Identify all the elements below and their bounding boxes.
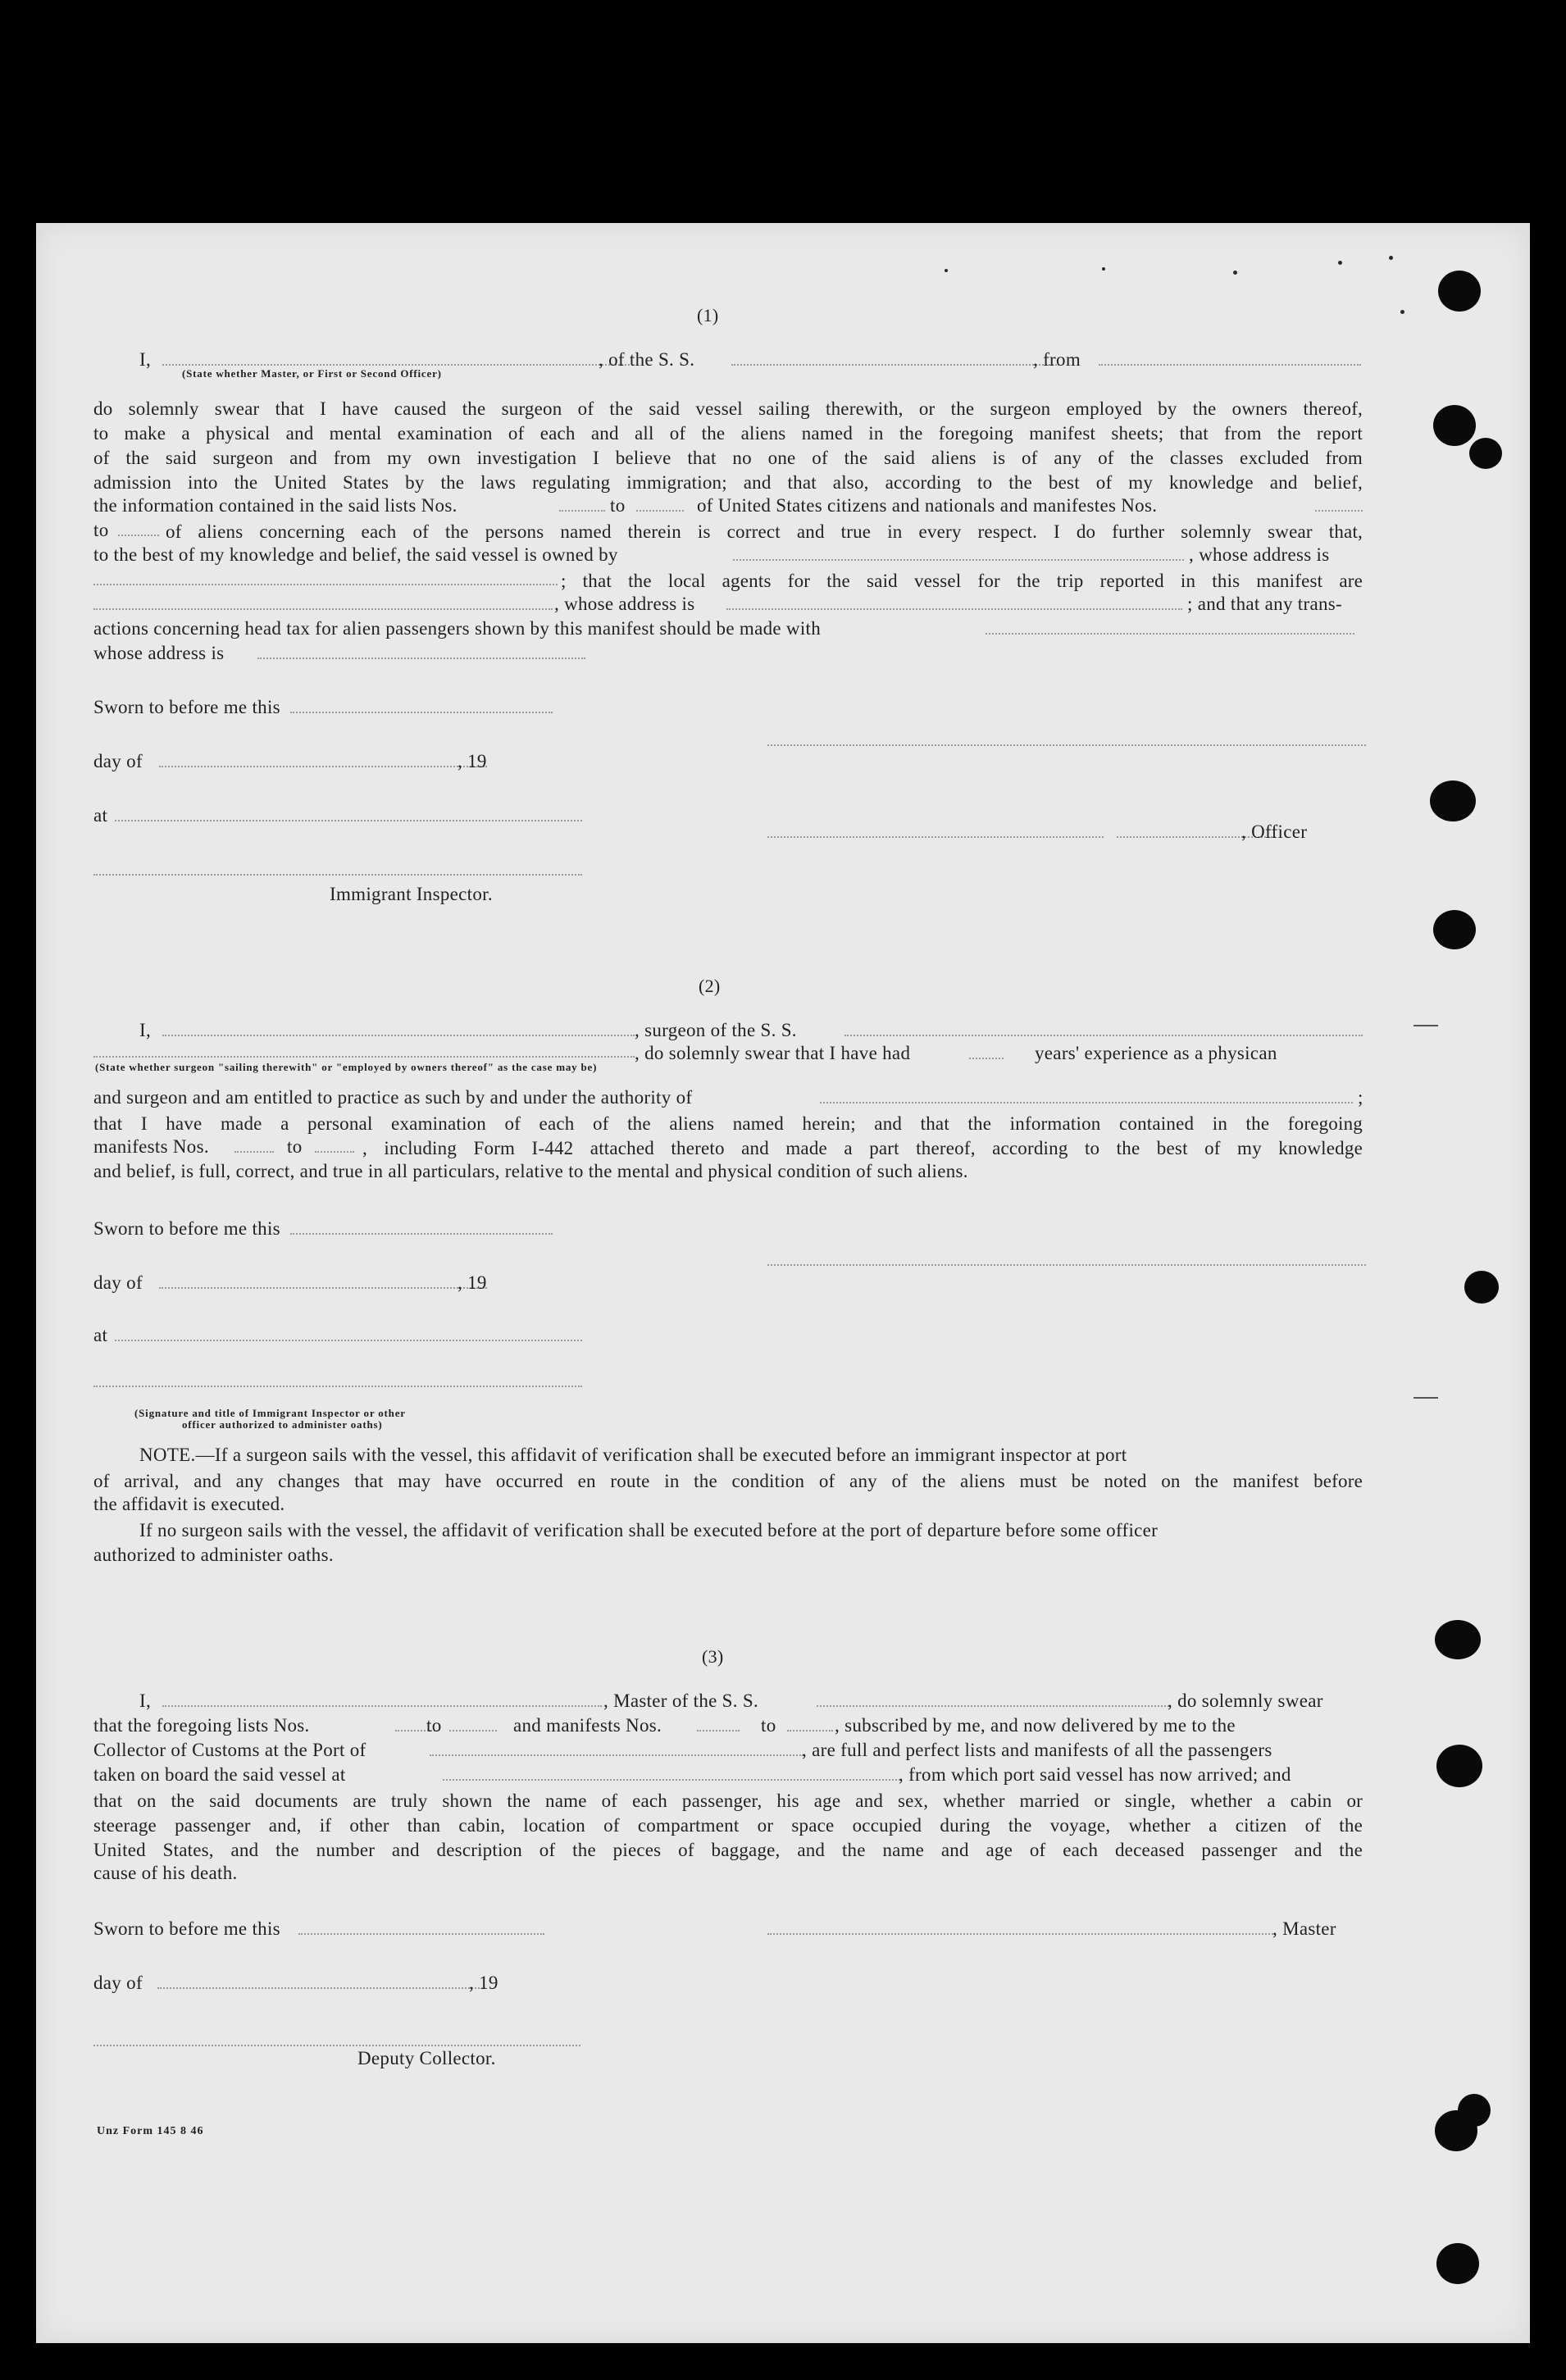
speck xyxy=(945,269,948,272)
note-line-4: If no surgeon sails with the vessel, the affidavit of verification shall be executed before at the port of departure before some officer xyxy=(139,1520,1159,1540)
master-name-blank[interactable] xyxy=(162,1705,602,1707)
manifest-affidavit-page xyxy=(36,223,1530,2343)
officer-name-blank[interactable] xyxy=(162,364,630,366)
s3-line-8: cause of his death. xyxy=(93,1863,238,1883)
binder-hole xyxy=(1436,1745,1482,1787)
s3-line-5: that on the said documents are truly shown the name of each passenger, his age and sex, whether married or single, whether a cabin or xyxy=(93,1791,1363,1811)
surgeon-name-blank[interactable] xyxy=(162,1035,635,1036)
s1-from: , from xyxy=(1033,349,1081,370)
from-port-blank[interactable] xyxy=(1099,364,1361,366)
s2-place-blank[interactable] xyxy=(115,1340,582,1341)
note-line-3: the affidavit is executed. xyxy=(93,1494,285,1514)
s1-inspector: Immigrant Inspector. xyxy=(330,884,493,904)
s1-line-4: admission into the United States by the laws regulating immigration; and that also, according to the best of my knowledge and belief, xyxy=(93,472,1363,493)
s1-line-10: actions concerning head tax for alien passengers shown by this manifest should be made with xyxy=(93,618,822,639)
s3-manifests-from-blank[interactable] xyxy=(697,1730,740,1732)
s3-manifests-to-blank[interactable] xyxy=(787,1730,833,1732)
speck xyxy=(1389,256,1393,260)
s1-line-3: of the said surgeon and from my own investigation I believe that no one of the said aliens is of any of the classes excluded from xyxy=(93,448,1363,468)
binder-hole xyxy=(1430,780,1476,821)
owner-address-blank[interactable] xyxy=(93,584,558,585)
s2-line-2b: years' experience as a physican xyxy=(1035,1043,1277,1063)
s3-line-4b: , from which port said vessel has now arrived; and xyxy=(899,1764,1291,1785)
s1-line-11: whose address is xyxy=(93,643,225,663)
s3-deputy: Deputy Collector. xyxy=(357,2048,496,2068)
binder-hole xyxy=(1433,405,1476,446)
binder-hole xyxy=(1433,910,1476,949)
s3-line-2e: , subscribed by me, and now delivered by me to the xyxy=(835,1715,1236,1736)
s2-line-2a: , do solemnly swear that I have had xyxy=(635,1043,911,1063)
s3-year: , 19 xyxy=(469,1973,498,1993)
s3-line-2c: and manifests Nos. xyxy=(513,1715,662,1736)
s3-line-7: United States, and the number and description of the pieces of baggage, and the name and age of each deceased passenger and the xyxy=(93,1840,1363,1860)
owner-blank[interactable] xyxy=(733,559,1184,561)
departure-port-blank[interactable] xyxy=(443,1779,900,1781)
s3-vessel-blank[interactable] xyxy=(817,1705,1169,1707)
edge-mark xyxy=(1413,1025,1438,1026)
s2-manifests-to-blank[interactable] xyxy=(315,1151,354,1153)
s3-line-2d: to xyxy=(761,1715,776,1736)
local-agents-blank[interactable] xyxy=(93,608,553,610)
s1-line-9b: ; and that any trans- xyxy=(1187,594,1342,614)
s2-line-5c: , including Form I-442 attached thereto and made a part thereof, according to the best of my knowledge xyxy=(362,1138,1363,1158)
s1-signature-line[interactable] xyxy=(767,744,1366,746)
s1-at: at xyxy=(93,805,108,826)
s1-day-of: day of xyxy=(93,751,143,771)
note-line-5: authorized to administer oaths. xyxy=(93,1545,334,1565)
vessel-name-blank[interactable] xyxy=(731,364,1059,366)
s2-line-4: that I have made a personal examination of each of the aliens named herein; and that the information contained in the foregoing xyxy=(93,1113,1363,1134)
s1-line-1: do solemnly swear that I have caused the surgeon of the said vessel sailing therewith, or the surgeon employed by the owners thereof, xyxy=(93,398,1363,419)
s3-line-3a: Collector of Customs at the Port of xyxy=(93,1740,366,1760)
s3-line-2b: to xyxy=(426,1715,442,1736)
s3-sworn: Sworn to before me this xyxy=(93,1918,280,1939)
s2-inspector-line[interactable] xyxy=(93,1386,582,1387)
s1-line-9a: , whose address is xyxy=(554,594,695,614)
s1-i: I, xyxy=(139,349,152,370)
binder-hole xyxy=(1436,2243,1479,2284)
s3-collector-line[interactable] xyxy=(93,2045,580,2046)
note-line-1: NOTE.—If a surgeon sails with the vessel, this affidavit of verification shall be executed before an immigrant inspector at port xyxy=(139,1445,1127,1465)
form-number: Unz Form 145 8 46 xyxy=(97,2125,204,2137)
edge-mark xyxy=(1413,1397,1438,1399)
s2-at: at xyxy=(93,1325,108,1345)
s3-date-blank[interactable] xyxy=(157,1987,485,1989)
note-line-2: of arrival, and any changes that may have occurred en route in the condition of any of the aliens must be noted on the manifest before xyxy=(93,1471,1363,1491)
section-3-number: (3) xyxy=(702,1646,724,1667)
s2-signature-caption-2: officer authorized to administer oaths) xyxy=(182,1418,383,1431)
s1-line-5a: the information contained in the said lists Nos. xyxy=(93,495,458,516)
manifests-from-blank[interactable] xyxy=(1315,510,1363,512)
s3-line-2a: that the foregoing lists Nos. xyxy=(93,1715,310,1736)
s3-lists-to-blank[interactable] xyxy=(449,1730,497,1732)
surgeon-status-blank[interactable] xyxy=(93,1056,635,1058)
s2-day-of: day of xyxy=(93,1272,143,1293)
s2-semicolon: ; xyxy=(1358,1087,1363,1108)
s2-line-6: and belief, is full, correct, and true in all particulars, relative to the mental and physical condition of such aliens. xyxy=(93,1161,968,1181)
s3-master-signature-line[interactable] xyxy=(767,1933,1276,1935)
s1-officer-name-line[interactable] xyxy=(767,836,1104,838)
s3-swear: , do solemnly swear xyxy=(1168,1691,1323,1711)
s2-signature-line[interactable] xyxy=(767,1264,1366,1266)
s1-line-8: ; that the local agents for the said vessel for the trip reported in this manifest are xyxy=(561,571,1363,591)
s2-sworn: Sworn to before me this xyxy=(93,1218,280,1239)
s1-year: , 19 xyxy=(458,751,487,771)
speck xyxy=(1338,261,1342,265)
s1-line-5c: of United States citizens and nationals and manifestes Nos. xyxy=(697,495,1158,516)
s1-line-5b: to xyxy=(610,495,626,516)
s2-manifests-from-blank[interactable] xyxy=(234,1151,274,1153)
speck xyxy=(1400,310,1404,314)
agents-address-blank[interactable] xyxy=(726,608,1182,610)
s1-line-6b: of aliens concerning each of the persons named therein is correct and true in every respect. I do further solemnly swear that, xyxy=(166,521,1363,542)
s2-vessel-blank[interactable] xyxy=(844,1035,1363,1036)
lists-to-blank[interactable] xyxy=(636,510,684,512)
binder-hole xyxy=(1469,438,1502,469)
head-tax-contact-blank[interactable] xyxy=(986,633,1354,635)
speck xyxy=(1102,267,1105,271)
years-experience-blank[interactable] xyxy=(969,1058,1004,1059)
speck xyxy=(1233,271,1237,275)
head-tax-address-blank[interactable] xyxy=(257,658,585,659)
s1-sworn: Sworn to before me this xyxy=(93,697,280,717)
section-2-number: (2) xyxy=(699,976,721,996)
s2-line-5b: to xyxy=(287,1136,303,1157)
s2-date-blank[interactable] xyxy=(159,1287,487,1289)
s1-line-2: to make a physical and mental examination of each and all of the aliens named in the foregoing manifest sheets; that from the report xyxy=(93,423,1363,444)
s1-line-7b: , whose address is xyxy=(1189,544,1330,565)
section-1-number: (1) xyxy=(697,305,719,325)
s2-signature-caption-1: (Signature and title of Immigrant Inspector or other xyxy=(134,1407,406,1419)
binder-hole xyxy=(1435,1620,1481,1659)
binder-hole xyxy=(1464,1271,1499,1304)
s2-line-3: and surgeon and am entitled to practice as such by and under the authority of xyxy=(93,1087,693,1108)
s2-surgeon-of: , surgeon of the S. S. xyxy=(635,1020,797,1040)
s3-sworn-blank[interactable] xyxy=(298,1933,544,1935)
s2-sworn-blank[interactable] xyxy=(290,1233,553,1235)
s3-line-3b: , are full and perfect lists and manifests of all the passengers xyxy=(802,1740,1272,1760)
s1-line-7a: to the best of my knowledge and belief, the said vessel is owned by xyxy=(93,544,618,565)
authority-blank[interactable] xyxy=(820,1102,1353,1104)
s3-day-of: day of xyxy=(93,1973,143,1993)
binder-hole xyxy=(1438,271,1481,312)
s2-i: I, xyxy=(139,1020,152,1040)
s3-master-of: , Master of the S. S. xyxy=(603,1691,759,1711)
s1-place-blank[interactable] xyxy=(115,820,582,821)
s1-date-blank[interactable] xyxy=(159,766,487,767)
s3-line-4a: taken on board the said vessel at xyxy=(93,1764,346,1785)
s3-line-6: steerage passenger and, if other than cabin, location of compartment or space occupied during the voyage, whether a citizen of the xyxy=(93,1815,1363,1836)
s1-caption: (State whether Master, or First or Second Officer) xyxy=(182,367,442,380)
binder-hole xyxy=(1458,2094,1491,2127)
s3-i: I, xyxy=(139,1691,152,1711)
s1-officer: , Officer xyxy=(1241,821,1308,842)
s3-master: , Master xyxy=(1272,1918,1336,1939)
manifests-to-blank[interactable] xyxy=(118,535,159,536)
lists-from-blank[interactable] xyxy=(559,510,605,512)
s2-caption: (State whether surgeon "sailing therewith" or "employed by owners thereof" as the case may be) xyxy=(95,1061,598,1073)
s2-year: , 19 xyxy=(458,1272,487,1293)
s1-line-6a: to xyxy=(93,520,109,540)
s1-of-ss: , of the S. S. xyxy=(599,349,695,370)
s2-line-5a: manifests Nos. xyxy=(93,1136,209,1157)
port-blank[interactable] xyxy=(430,1754,803,1756)
s1-sworn-blank[interactable] xyxy=(290,712,553,713)
s1-inspector-line[interactable] xyxy=(93,874,582,876)
